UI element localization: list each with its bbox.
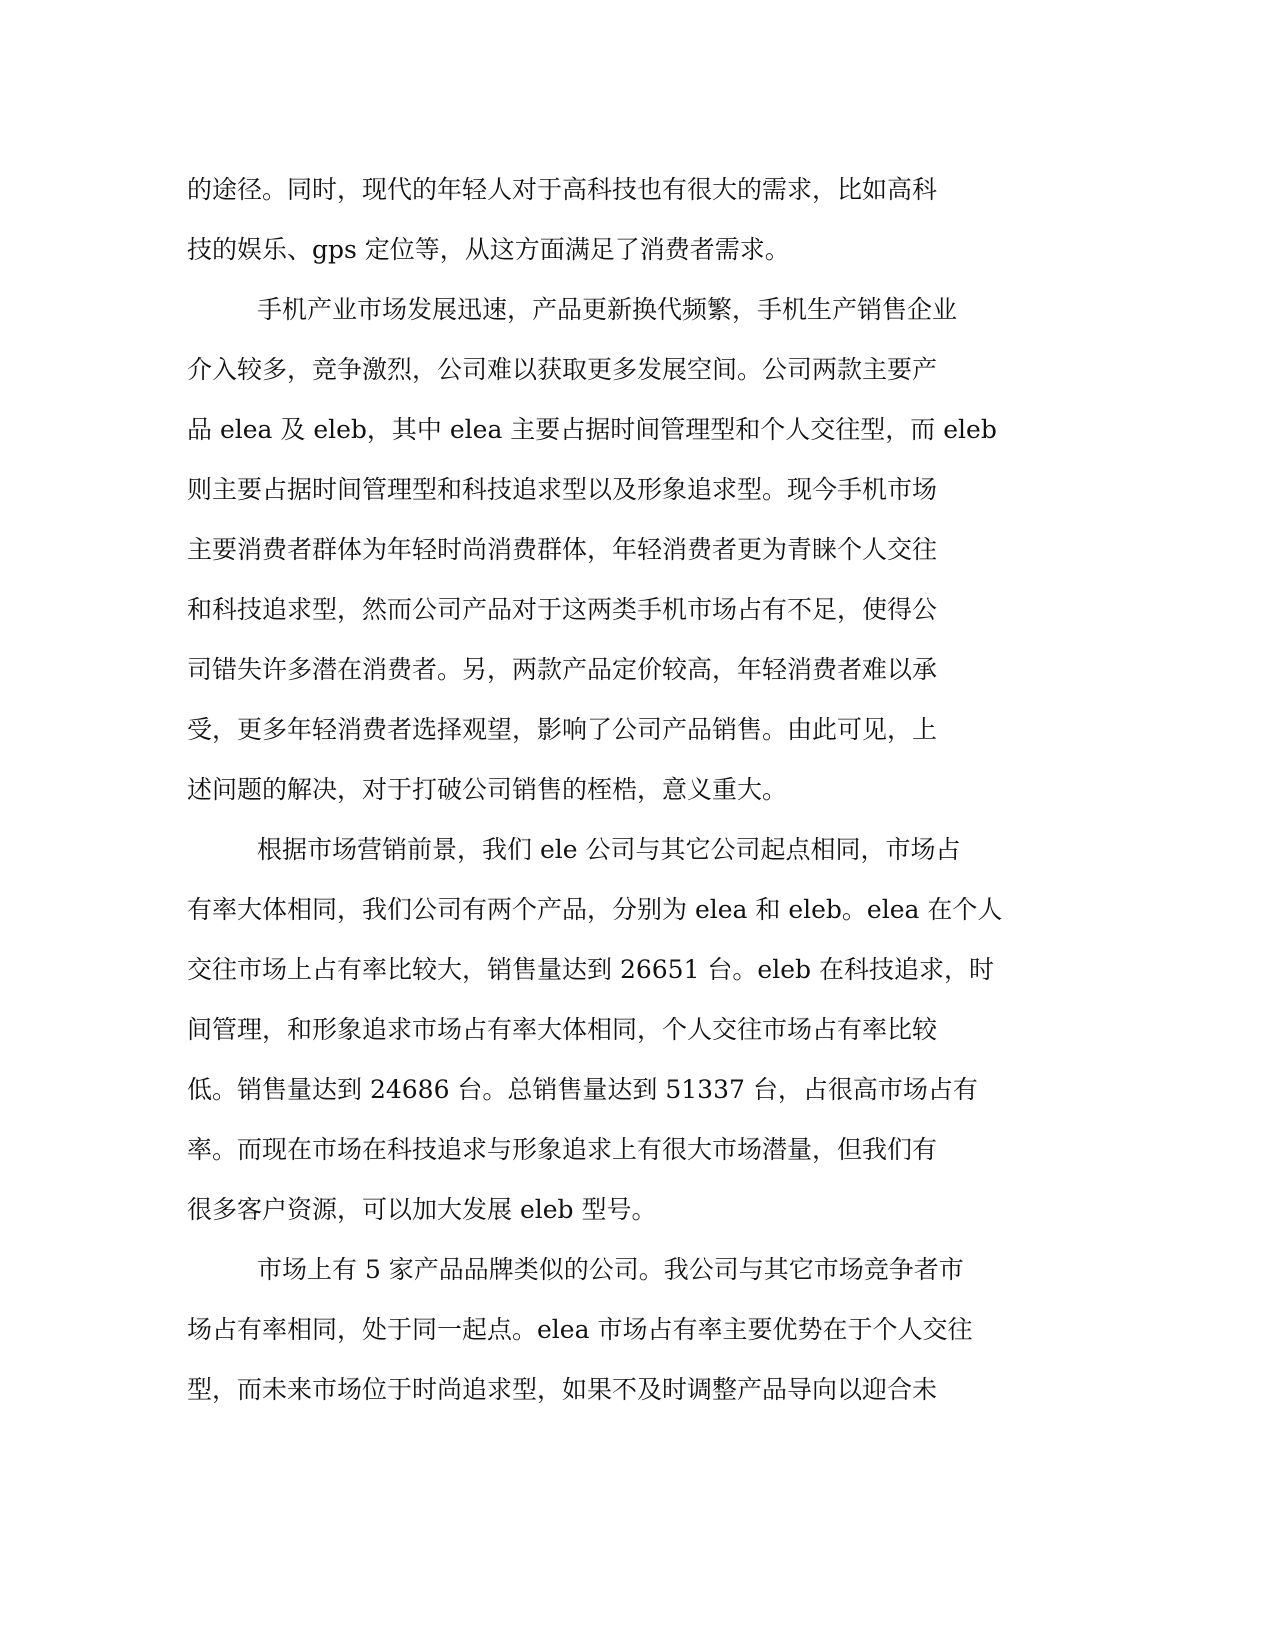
text-line: 主要消费者群体为年轻时尚消费群体，年轻消费者更为青睐个人交往 (187, 535, 938, 564)
text-line: 则主要占据时间管理型和科技追求型以及形象追求型。现今手机市场 (187, 475, 938, 504)
text-line: 低。销售量达到 24686 台。总销售量达到 51337 台，占很高市场占有 (187, 1075, 978, 1104)
paragraph-start-line: 市场上有 5 家产品品牌类似的公司。我公司与其它市场竞争者市 (257, 1255, 964, 1284)
text-line: 司错失许多潜在消费者。另，两款产品定价较高，年轻消费者难以承 (187, 655, 938, 684)
text-line: 型，而未来市场位于时尚追求型，如果不及时调整产品导向以迎合未 (187, 1375, 938, 1404)
text-line: 技的娱乐、gps 定位等，从这方面满足了消费者需求。 (187, 235, 790, 264)
text-line: 和科技追求型，然而公司产品对于这两类手机市场占有不足，使得公 (187, 595, 938, 624)
text-line: 间管理，和形象追求市场占有率大体相同，个人交往市场占有率比较 (187, 1015, 938, 1044)
text-line: 的途径。同时，现代的年轻人对于高科技也有很大的需求，比如高科 (187, 175, 938, 204)
paragraph-start-line: 根据市场营销前景，我们 ele 公司与其它公司起点相同，市场占 (257, 835, 961, 864)
text-line: 受，更多年轻消费者选择观望，影响了公司产品销售。由此可见，上 (187, 715, 938, 744)
text-line: 很多客户资源，可以加大发展 eleb 型号。 (187, 1195, 657, 1224)
text-line: 介入较多，竞争激烈，公司难以获取更多发展空间。公司两款主要产 (187, 355, 938, 384)
text-line: 率。而现在市场在科技追求与形象追求上有很大市场潜量，但我们有 (187, 1135, 938, 1164)
text-line: 品 elea 及 eleb，其中 elea 主要占据时间管理型和个人交往型，而 eleb (187, 415, 997, 444)
text-line: 场占有率相同，处于同一起点。elea 市场占有率主要优势在于个人交往 (187, 1315, 973, 1344)
text-line: 交往市场上占有率比较大，销售量达到 26651 台。eleb 在科技追求，时 (187, 955, 994, 984)
paragraph-start-line: 手机产业市场发展迅速，产品更新换代频繁，手机生产销售企业 (257, 295, 958, 324)
text-line: 有率大体相同，我们公司有两个产品，分别为 elea 和 eleb。elea 在个人 (187, 895, 1003, 924)
body-text (187, 160, 1067, 1420)
text-line: 述问题的解决，对于打破公司销售的桎梏，意义重大。 (187, 775, 788, 804)
